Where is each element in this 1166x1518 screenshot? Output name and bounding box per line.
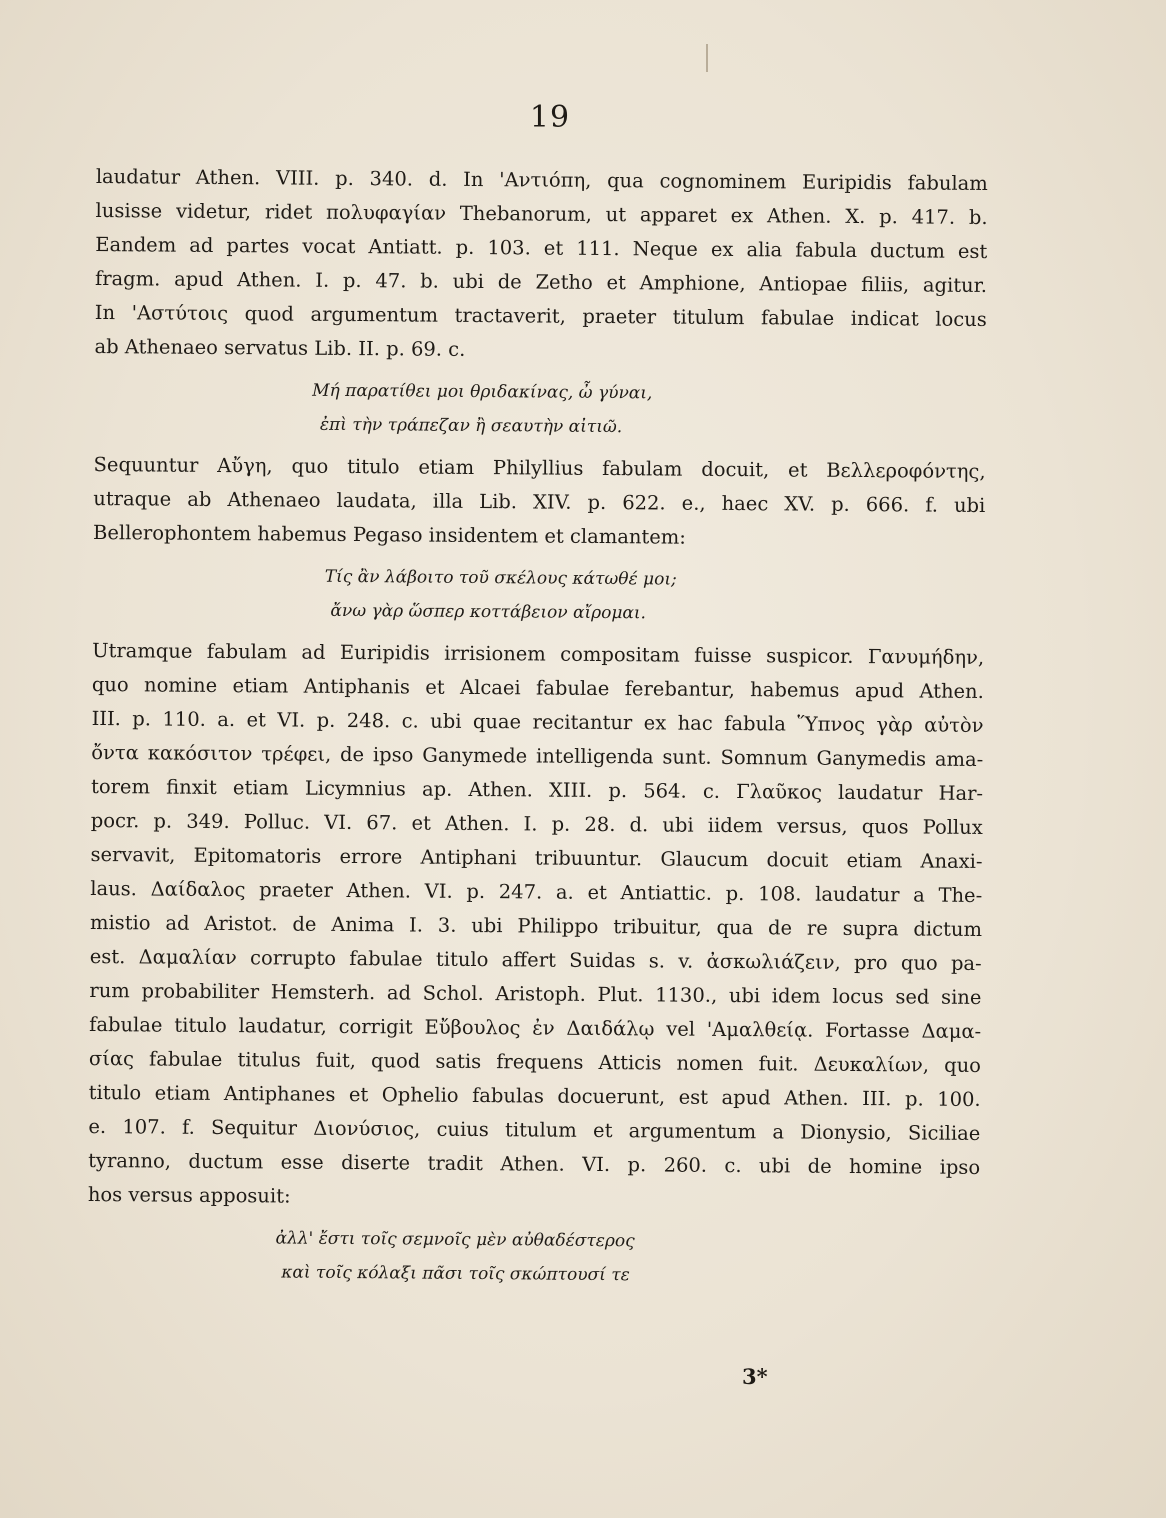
verse-line: Τίς ἂν λάβοιτο τοῦ σκέλους κάτωθέ μοι; bbox=[324, 566, 677, 590]
text-line: Sequuntur Αὔγη, quo titulo etiam Philyllius fabulam docuit, et Βελλεροφόντης, bbox=[93, 452, 986, 483]
text-line: σίας fabulae titulus fuit, quod satis frequens Atticis nomen fuit. Δευκαλίων, quo bbox=[88, 1046, 982, 1077]
page-number: 19 bbox=[529, 100, 571, 135]
text-line: III. p. 110. a. et VI. p. 248. c. ubi quae recitantur ex hac fabula Ὕπνος γὰρ αὐτὸν bbox=[91, 706, 984, 737]
text-line: fabulae titulo laudatur, corrigit Εὔβουλος ἐν Δαιδάλῳ vel 'Αμαλθείᾳ. Fortasse Δαμα- bbox=[89, 1012, 982, 1043]
verse-line: ἐπὶ τὴν τράπεζαν ἢ σεαυτὴν αἰτιῶ. bbox=[319, 414, 623, 438]
paragraph-2 bbox=[93, 448, 986, 557]
text-line: e. 107. f. Sequitur Διονύσιος, cuius titulum et argumentum a Dionysio, Siciliae bbox=[88, 1114, 981, 1145]
text-line: In 'Αστύτοις quod argumentum tractaverit, praeter titulum fabulae indicat locus bbox=[94, 300, 987, 332]
text-line: laudatur Athen. VIII. p. 340. d. In 'Αντιόπη, qua cognominem Euripidis fabulam bbox=[95, 164, 988, 196]
text-line: est. Δαμαλίαν corrupto fabulae titulo affert Suidas s. v. ἀσκωλιάζειν, pro quo pa- bbox=[89, 944, 982, 975]
text-line: torem finxit etiam Licymnius ap. Athen. XIII. p. 564. c. Γλαῦκος laudatur Har- bbox=[90, 774, 984, 805]
paper-mark bbox=[706, 44, 708, 72]
verse-line: ἄνω γὰρ ὥσπερ κοττάβειον αἴρομαι. bbox=[330, 600, 647, 624]
text-line: fragm. apud Athen. I. p. 47. b. ubi de Zetho et Amphione, Antiopae filiis, agitur. bbox=[94, 266, 988, 298]
signature-mark: 3* bbox=[742, 1364, 768, 1389]
text-line: pocr. p. 349. Polluc. VI. 67. et Athen. I. p. 28. d. ubi iidem versus, quos Pollux bbox=[90, 808, 983, 839]
text-line: tyranno, ductum esse diserte tradit Athen. VI. p. 260. c. ubi de homine ipso bbox=[88, 1148, 981, 1179]
text-line: ὄντα κακόσιτον τρέφει, de ipso Ganymede intelligenda sunt. Somnum Ganymedis ama- bbox=[91, 740, 984, 771]
text-line: titulo etiam Antiphanes et Ophelio fabulas docuerunt, est apud Athen. III. p. 100. bbox=[88, 1080, 981, 1111]
verse-line: Μή παρατίθει μοι θριδακίνας, ὦ γύναι, bbox=[312, 380, 653, 404]
text-line: quo nomine etiam Antiphanis et Alcaei fabulae ferebantur, habemus apud Athen. bbox=[91, 672, 984, 703]
body-text bbox=[87, 160, 988, 1295]
text-line: mistio ad Aristot. de Anima I. 3. ubi Philippo tribuitur, qua de re supra dictum bbox=[89, 910, 983, 941]
verse-quote-2 bbox=[92, 558, 985, 633]
paragraph-3 bbox=[88, 634, 985, 1219]
text-line: Bellerophontem habemus Pegaso insidentem et clamantem: bbox=[92, 520, 686, 549]
paragraph-1 bbox=[94, 160, 988, 371]
text-line: Utramque fabulam ad Euripidis irrisionem compositam fuisse suspicor. Γανυμήδην, bbox=[92, 638, 985, 669]
verse-quote-1 bbox=[94, 372, 987, 447]
text-line: servavit, Epitomatoris errore Antiphani tribuuntur. Glaucum docuit etiam Anaxi- bbox=[90, 842, 983, 873]
text-line: lusisse videtur, ridet πολυφαγίαν Thebanorum, ut apparet ex Athen. X. p. 417. b. bbox=[95, 198, 988, 230]
text-line: Eandem ad partes vocat Antiatt. p. 103. et 111. Neque ex alia fabula ductum est bbox=[95, 232, 988, 264]
text-line: hos versus apposuit: bbox=[87, 1182, 291, 1208]
verse-line: ἀλλ' ἔστι τοῖς σεμνοῖς μὲν αὐθαδέστερος bbox=[275, 1228, 635, 1252]
text-line: ab Athenaeo servatus Lib. II. p. 69. c. bbox=[94, 334, 466, 361]
text-line: utraque ab Athenaeo laudata, illa Lib. XIV. p. 622. e., haec XV. p. 666. f. ubi bbox=[93, 486, 986, 517]
text-line: laus. Δαίδαλος praeter Athen. VI. p. 247. a. et Antiattic. p. 108. laudatur a The- bbox=[90, 876, 983, 907]
verse-quote-3 bbox=[87, 1220, 980, 1295]
text-line: rum probabiliter Hemsterh. ad Schol. Aristoph. Plut. 1130., ubi idem locus sed sine bbox=[89, 978, 982, 1009]
verse-line: καὶ τοῖς κόλαξι πᾶσι τοῖς σκώπτουσί τε bbox=[281, 1262, 630, 1286]
